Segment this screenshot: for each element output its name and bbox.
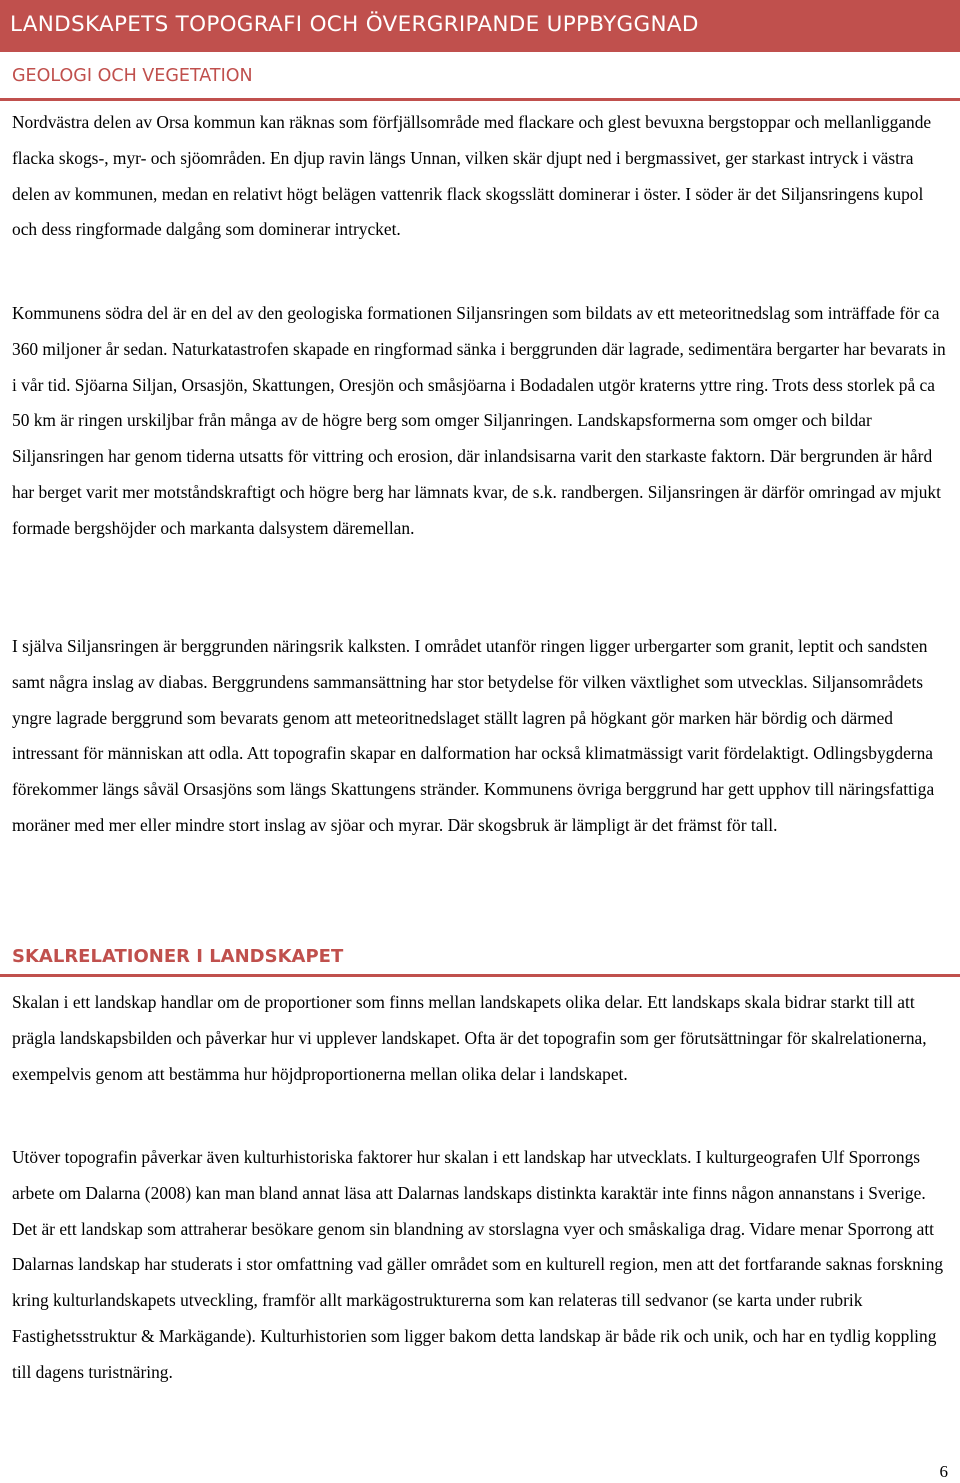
page-title: LANDSKAPETS TOPOGRAFI OCH ÖVERGRIPANDE UPPBYGGNAD xyxy=(10,12,699,37)
paragraph: I själva Siljansringen är berggrunden näringsrik kalksten. I området utanför ringen ligger urbergarter som granit, leptit och sandsten samt några inslag av diabas. Berggrundens sammansättning har stor betydelse för vilken växtlighet som utvecklas. Siljansområdets yngre lagrade berggrund som bevarats genom att meteoritnedslaget ställt lagren på högkant gör marken här bördig och därmed intressant för människan att odla. Att topografin skapar en dalformation har också klimatmässigt varit fördelaktigt. Odlingsbygderna förekommer längs såväl Orsasjöns som längs Skattungens stränder. Kommunens övriga berggrund har gett upphov till näringsfattiga moräner med mer eller mindre stort inslag av sjöar och myrar. Där skogsbruk är lämpligt är det främst för tall. xyxy=(12,636,935,835)
paragraph: Kommunens södra del är en del av den geologiska formationen Siljansringen som bildats av ett meteoritnedslag som inträffade för ca 360 miljoner år sedan. Naturkatastrofen skapade en ringformad sänka i berggrunden där lagrade, sedimentära bergarter har bevarats in i vår tid. Sjöarna Siljan, Orsasjön, Skattungen, Oresjön och småsjöarna i Bodadalen utgör kraterns yttre ring. Trots dess storlek på ca 50 km är ringen urskiljbar från många av de högre berg som omger Siljanringen. Landskapsformerna som omger och bildar Siljansringen har genom tiderna utsatts för vittring och erosion, där inlandsisarna varit den starkaste faktorn. Där bergrunden är hård har berget varit mer motståndskraftigt och högre berg har lämnats kvar, de s.k. randbergen. Siljansringen är därför omringad av mjukt formade bergshöjder och markanta dalsystem däremellan. xyxy=(12,303,946,538)
paragraph: Nordvästra delen av Orsa kommun kan räknas som förfjällsområde med flackare och glest bevuxna bergstoppar och mellanliggande flacka skogs-, myr- och sjöområden. En djup ravin längs Unnan, vilken skär djupt ned i bergmassivet, ger starkast intryck i västra delen av kommunen, medan en relativt högt belägen vattenrik flack skogsslätt dominerar i öster. I söder är det Siljansringens kupol och dess ringformade dalgång som dominerar intrycket. xyxy=(12,112,932,240)
heading-divider xyxy=(0,974,960,977)
paragraph: Skalan i ett landskap handlar om de proportioner som finns mellan landskapets olika delar. Ett landskaps skala bidrar starkt till att prägla landskapsbilden och påverkar hur vi upplever landskapet. Ofta är det topografin som ger förutsättningar för skalrelationerna, exempelvis genom att bestämma hur höjdproportionerna mellan olika delar i landskapet. xyxy=(12,992,927,1084)
page-number: 6 xyxy=(939,1462,948,1481)
paragraph: Utöver topografin påverkar även kulturhistoriska faktorer hur skalan i ett landskap har utvecklats. I kulturgeografen Ulf Sporrongs arbete om Dalarna (2008) kan man bland annat läsa att Dalarnas landskaps distinkta karaktär inte finns någon annanstans i Sverige. Det är ett landskap som attraherar besökare genom sin blandning av storslagna vyer och småskaliga drag. Vidare menar Sporrong att Dalarnas landskap har studerats i stor omfattning vad gäller området som en kulturell region, men att det fortfarande saknas forskning kring kulturlandskapets utveckling, framför allt markägostrukturerna som kan relateras till sedvanor (se karta under rubrik Fastighetsstruktur & Markägande). Kulturhistorien som ligger bakom detta landskap är både rik och unik, och har en tydlig koppling till dagens turistnäring. xyxy=(12,1147,944,1382)
section-heading-skalrelationer: SKALRELATIONER I LANDSKAPET xyxy=(12,946,344,967)
heading-divider xyxy=(0,98,960,101)
title-banner xyxy=(0,0,960,52)
section-heading-geologi: GEOLOGI OCH VEGETATION xyxy=(12,66,253,86)
